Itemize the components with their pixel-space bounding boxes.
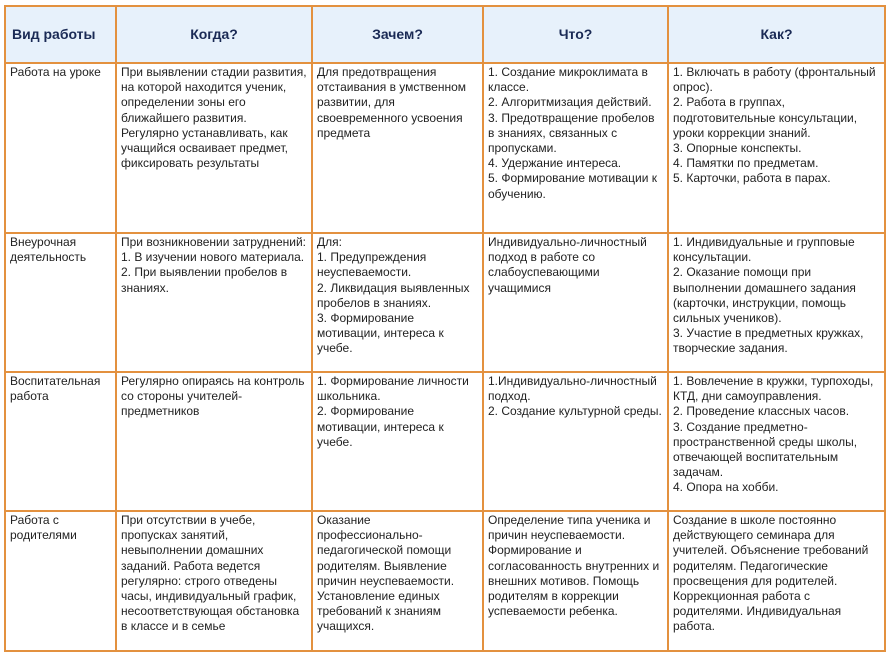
header-why: Зачем? — [312, 6, 483, 63]
row-lesson-what: 1. Создание микроклимата в классе. 2. Алгоритмизация действий. 3. Предотвращение пробелов в знаниях, связанных с пропусками. 4. Удержание интереса. 5. Формирование мотивации к обучению. — [483, 63, 668, 233]
header-row — [5, 6, 885, 63]
row-parents-why: Оказание профессионально-педагогической помощи родителям. Выявление причин неуспеваемости. Установление единых требований к знаниям учащихся. — [312, 511, 483, 651]
row-extracurricular-why: Для: 1. Предупреждения неуспеваемости. 2. Ликвидация выявленных пробелов в знаниях. 3. Формирование мотивации, интереса к учебе. — [312, 233, 483, 372]
table-row — [5, 372, 885, 511]
header-when: Когда? — [116, 6, 312, 63]
row-parents-what: Определение типа ученика и причин неуспеваемости. Формирование и согласованность внутренних и внешних мотивов. Помощь родителям в коррекции успеваемости ребенка. — [483, 511, 668, 651]
row-upbringing-work-type: Воспитательная работа — [5, 372, 116, 511]
header-how: Как? — [668, 6, 885, 63]
row-upbringing-when: Регулярно опираясь на контроль со стороны учителей-предметников — [116, 372, 312, 511]
row-extracurricular-what: Индивидуально-личностный подход в работе со слабоуспевающими учащимися — [483, 233, 668, 372]
row-extracurricular-work-type: Внеурочная деятельность — [5, 233, 116, 372]
header-what: Что? — [483, 6, 668, 63]
row-lesson-why: Для предотвращения отстаивания в умственном развитии, для своевременного усвоения предмета — [312, 63, 483, 233]
row-extracurricular-how: 1. Индивидуальные и групповые консультации. 2. Оказание помощи при выполнении домашнего задания (карточки, инструкции, помощь сильных учеников). 3. Участие в предметных кружках, творческие задания. — [668, 233, 885, 372]
row-upbringing-why: 1. Формирование личности школьника. 2. Формирование мотивации, интереса к учебе. — [312, 372, 483, 511]
row-upbringing-what: 1.Индивидуально-личностный подход. 2. Создание культурной среды. — [483, 372, 668, 511]
row-lesson-when: При выявлении стадии развития, на которой находится ученик, определении зоны его ближайшего развития. Регулярно устанавливать, как учащийся осваивает предмет, фиксировать результаты — [116, 63, 312, 233]
row-parents-when: При отсутствии в учебе, пропусках занятий, невыполнении домашних заданий. Работа ведется регулярно: строго отведены часы, индивидуальный график, несоответствующая обстановка в классе и в семье — [116, 511, 312, 651]
row-extracurricular-when: При возникновении затруднений: 1. В изучении нового материала. 2. При выявлении пробелов в знаниях. — [116, 233, 312, 372]
table-row — [5, 511, 885, 651]
row-lesson-how: 1. Включать в работу (фронтальный опрос). 2. Работа в группах, подготовительные консультации, уроки коррекции знаний. 3. Опорные конспекты. 4. Памятки по предметам. 5. Карточки, работа в парах. — [668, 63, 885, 233]
table-row — [5, 63, 885, 233]
row-parents-how: Создание в школе постоянно действующего семинара для учителей. Объяснение требований родителям. Педагогические просвещения для родителей. Коррекционная работа с родителями. Индивидуальная работа. — [668, 511, 885, 651]
row-parents-work-type: Работа с родителями — [5, 511, 116, 651]
plan-table — [4, 5, 886, 652]
table-row — [5, 233, 885, 372]
row-upbringing-how: 1. Вовлечение в кружки, турпоходы, КТД, дни самоуправления. 2. Проведение классных часов. 3. Создание предметно-пространственной среды школы, отвечающей воспитательным задачам. 4. Опора на хобби. — [668, 372, 885, 511]
header-work-type: Вид работы — [5, 6, 116, 63]
row-lesson-work-type: Работа на уроке — [5, 63, 116, 233]
